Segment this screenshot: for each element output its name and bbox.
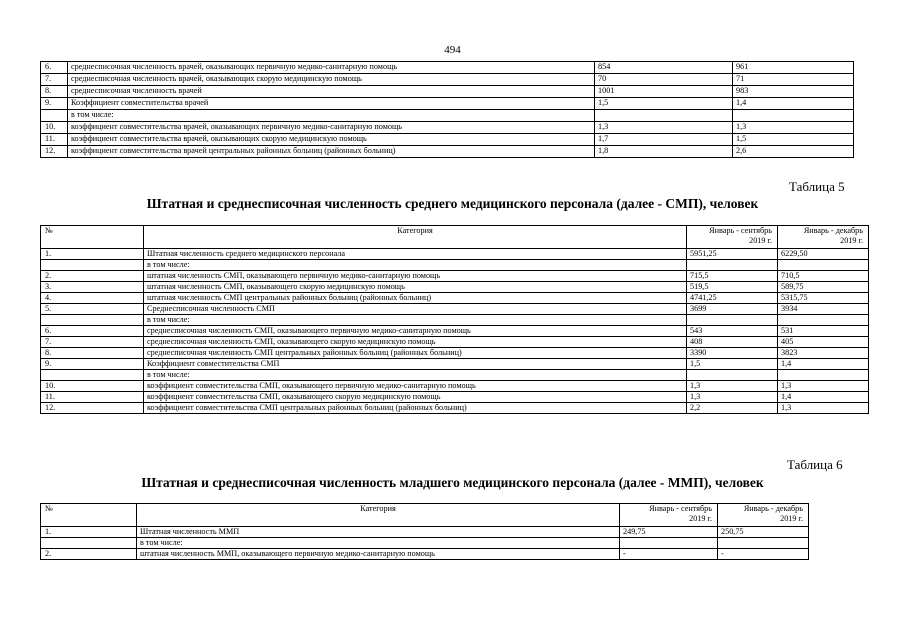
cell-category: в том числе: [144,370,687,381]
cell-value-2: 71 [733,74,854,86]
cell-num: 2. [41,549,137,560]
cell-num: 1. [41,249,144,260]
cell-value-2: 3934 [778,304,869,315]
cell-num: 6. [41,326,144,337]
cell-category: штатная численность ММП, оказывающего первичную медико-санитарную помощь [137,549,620,560]
cell-num [41,370,144,381]
cell-num: 11. [41,134,68,146]
cell-value-1: 519,5 [687,282,778,293]
cell-value-2: 3823 [778,348,869,359]
cell-num [41,260,144,271]
cell-value-2: 1,4 [778,392,869,403]
cell-value-1: 4741,25 [687,293,778,304]
cell-num: 6. [41,62,68,74]
cell-num: 4. [41,293,144,304]
table-row [41,98,854,110]
cell-value-2 [778,370,869,381]
cell-category: Штатная численность среднего медицинского персонала [144,249,687,260]
header-num: № [41,226,144,249]
cell-value-2: 1,4 [733,98,854,110]
table-row [41,403,869,414]
cell-num: 5. [41,304,144,315]
table-header-row [41,226,869,249]
table5-label: Таблица 5 [789,179,845,194]
cell-value-1: 1,5 [687,359,778,370]
cell-num: 8. [41,86,68,98]
table-row [41,122,854,134]
cell-value-1: 3390 [687,348,778,359]
table-row [41,282,869,293]
cell-value-1: 1,8 [595,146,733,158]
cell-category: штатная численность СМП, оказывающего скорую медицинскую помощь [144,282,687,293]
table-row [41,74,854,86]
table6-label: Таблица 6 [787,457,843,472]
header-period-2: Январь - декабрь 2019 г. [718,504,809,527]
table-row [41,326,869,337]
table-row [41,381,869,392]
cell-category: в том числе: [144,260,687,271]
cell-num [41,315,144,326]
cell-value-2: 961 [733,62,854,74]
cell-value-2: 1,4 [778,359,869,370]
cell-value-1 [595,110,733,122]
cell-num: 11. [41,392,144,403]
cell-value-1: 70 [595,74,733,86]
cell-value-2: 1,3 [778,403,869,414]
cell-value-1: - [620,549,718,560]
cell-category: в том числе: [144,315,687,326]
cell-category: коэффициент совместительства врачей, оказывающих первичную медико-санитарную помощь [68,122,595,134]
cell-value-2: 250,75 [718,527,809,538]
cell-value-1: 5951,25 [687,249,778,260]
cell-num: 12. [41,146,68,158]
cell-value-2: - [718,549,809,560]
cell-category: среднесписочная численность СМП, оказывающего скорую медицинскую помощь [144,337,687,348]
cell-value-1 [687,370,778,381]
cell-value-1 [620,538,718,549]
cell-value-2: 2,6 [733,146,854,158]
table-row [41,392,869,403]
header-num: № [41,504,137,527]
table-continued [40,61,854,158]
cell-num: 10. [41,122,68,134]
cell-value-2: 983 [733,86,854,98]
cell-value-1: 1,3 [687,392,778,403]
cell-value-1 [687,315,778,326]
cell-value-1: 1001 [595,86,733,98]
cell-category: штатная численность СМП центральных районных больниц (районных больниц) [144,293,687,304]
cell-num [41,110,68,122]
cell-value-1: 543 [687,326,778,337]
cell-num: 9. [41,359,144,370]
cell-category: в том числе: [137,538,620,549]
cell-category: в том числе: [68,110,595,122]
cell-value-2: 710,5 [778,271,869,282]
table-row [41,348,869,359]
table-row [41,315,869,326]
cell-value-2: 589,75 [778,282,869,293]
cell-value-1: 408 [687,337,778,348]
cell-category: коэффициент совместительства врачей центральных районных больниц (районных больниц) [68,146,595,158]
cell-category: среднесписочная численность врачей [68,86,595,98]
cell-value-2: 1,3 [733,122,854,134]
cell-value-1: 1,3 [687,381,778,392]
cell-category: Штатная численность ММП [137,527,620,538]
cell-category: Коэффициент совместительства СМП [144,359,687,370]
cell-num: 2. [41,271,144,282]
table6-title: Штатная и среднесписочная численность младшего медицинского персонала (далее - ММП), человек [141,475,764,490]
cell-category: Среднесписочная численность СМП [144,304,687,315]
table-row [41,271,869,282]
header-category: Категория [144,226,687,249]
header-category: Категория [137,504,620,527]
cell-value-2: 5315,75 [778,293,869,304]
table5 [40,225,869,414]
cell-value-2 [718,538,809,549]
table-row [41,293,869,304]
table-row [41,146,854,158]
cell-value-1 [687,260,778,271]
cell-value-1: 854 [595,62,733,74]
cell-value-1: 1,3 [595,122,733,134]
cell-value-1: 715,5 [687,271,778,282]
cell-value-2: 1,3 [778,381,869,392]
table-row [41,549,809,560]
page-number: 494 [444,44,461,56]
cell-num: 1. [41,527,137,538]
cell-category: среднесписочная численность СМП центральных районных больниц (районных больниц) [144,348,687,359]
cell-value-2: 405 [778,337,869,348]
table-row [41,337,869,348]
table-row [41,110,854,122]
table-row [41,359,869,370]
cell-num: 7. [41,337,144,348]
cell-category: среднесписочная численность СМП, оказывающего первичную медико-санитарную помощь [144,326,687,337]
cell-category: среднесписочная численность врачей, оказывающих первичную медико-санитарную помощь [68,62,595,74]
table-row [41,62,854,74]
table-row [41,304,869,315]
table-header-row [41,504,809,527]
table-row [41,260,869,271]
table-row [41,538,809,549]
cell-category: коэффициент совместительства СМП, оказывающего первичную медико-санитарную помощь [144,381,687,392]
cell-value-1: 3699 [687,304,778,315]
cell-value-2 [778,315,869,326]
header-period-1: Январь - сентябрь 2019 г. [687,226,778,249]
cell-value-1: 249,75 [620,527,718,538]
cell-num: 12. [41,403,144,414]
cell-value-2: 6229,50 [778,249,869,260]
cell-category: коэффициент совместительства СМП, оказывающего скорую медицинскую помощь [144,392,687,403]
table-row [41,134,854,146]
table5-title: Штатная и среднесписочная численность среднего медицинского персонала (далее - СМП), человек [146,196,759,211]
cell-category: среднесписочная численность врачей, оказывающих скорую медицинскую помощь [68,74,595,86]
cell-num [41,538,137,549]
header-period-1: Январь - сентябрь 2019 г. [620,504,718,527]
cell-value-1: 2,2 [687,403,778,414]
cell-value-1: 1,5 [595,98,733,110]
cell-num: 9. [41,98,68,110]
cell-num: 10. [41,381,144,392]
table-row [41,370,869,381]
cell-value-2: 1,5 [733,134,854,146]
cell-category: коэффициент совместительства СМП центральных районных больниц (районных больниц) [144,403,687,414]
cell-category: коэффициент совместительства врачей, оказывающих скорую медицинскую помощь [68,134,595,146]
table6 [40,503,809,560]
cell-value-1: 1,7 [595,134,733,146]
cell-value-2 [778,260,869,271]
table-row [41,249,869,260]
cell-category: штатная численность СМП, оказывающего первичную медико-санитарную помощь [144,271,687,282]
table-row [41,527,809,538]
cell-num: 7. [41,74,68,86]
header-period-2: Январь - декабрь 2019 г. [778,226,869,249]
cell-num: 8. [41,348,144,359]
table-row [41,86,854,98]
cell-category: Коэффициент совместительства врачей [68,98,595,110]
cell-value-2 [733,110,854,122]
cell-value-2: 531 [778,326,869,337]
cell-num: 3. [41,282,144,293]
